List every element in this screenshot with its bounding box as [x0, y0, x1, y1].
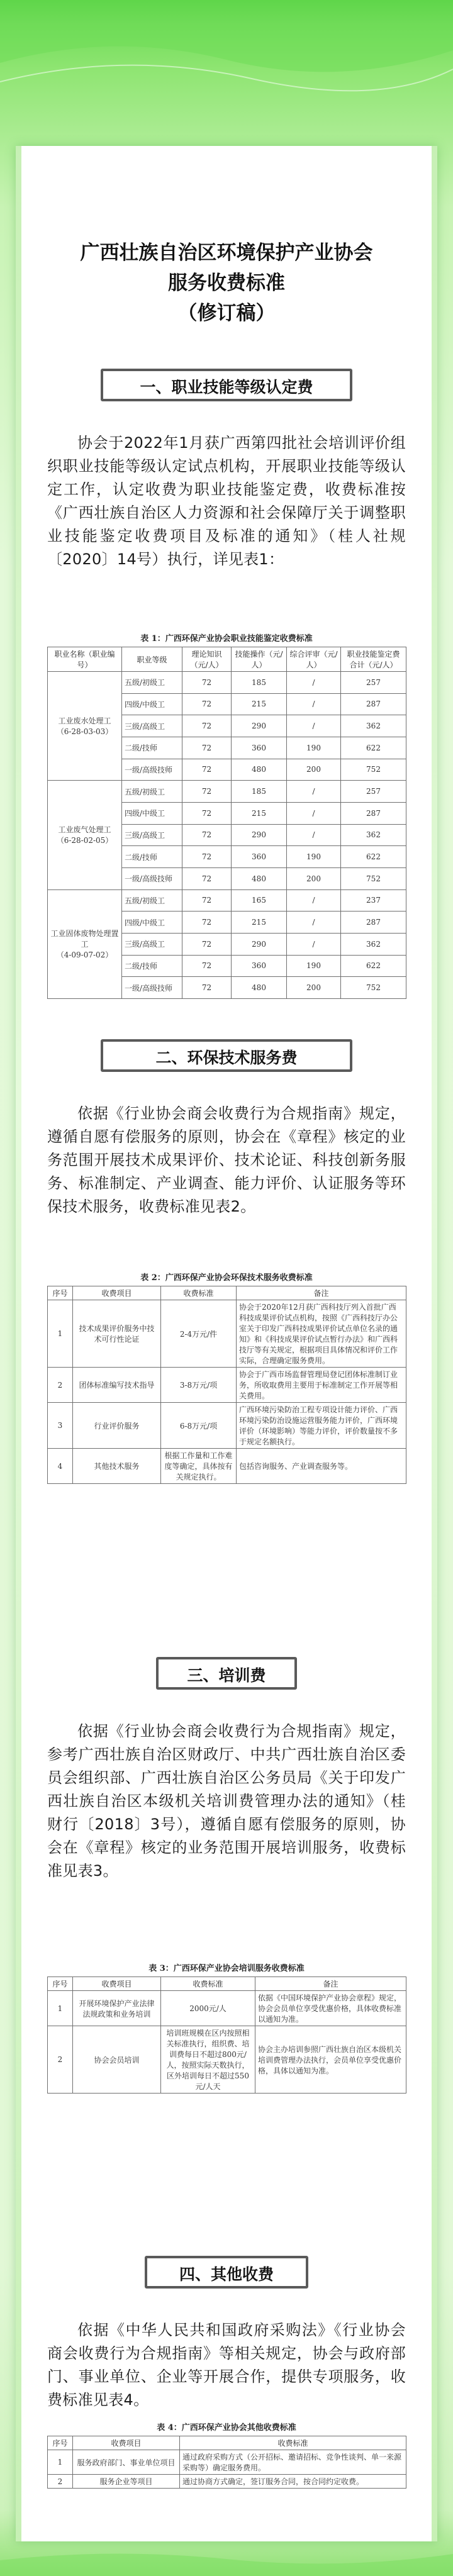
table-cell: 752 [341, 867, 406, 889]
table-cell: 2000元/人 [161, 1991, 255, 2026]
table2-header: 收费项目 [73, 1286, 161, 1300]
table-cell: / [287, 781, 341, 803]
table-cell: 行业评价服务 [73, 1403, 161, 1449]
table-row [48, 1991, 406, 2026]
table-cell: 依据《中国环境保护产业协会章程》规定，协会会员单位享受优惠价格，具体收费标准以通知为准。 [255, 1991, 406, 2026]
table-cell: 200 [287, 867, 341, 889]
table-cell: 287 [341, 693, 406, 715]
table2-header: 收费标准 [161, 1286, 237, 1300]
section-paragraph-1: 协会于2022年1月获广西第四批社会培训评价组织职业技能等级认定试点机构，开展职业技能等级认定工作，认定收费为职业技能鉴定费，收费标准按《广西壮族自治区人力资源和社会保障厅关于调整职业技能鉴定收费项目及标准的通知》（桂人社规〔2020〕14号）执行，详见表1： [47, 434, 406, 568]
table-cell: 3 [48, 1403, 73, 1449]
table-cell: 1 [48, 1300, 73, 1368]
table-cell: / [287, 672, 341, 694]
occupation-name-line: （4-09-07-02） [56, 951, 113, 960]
table-cell: 其他技术服务 [73, 1449, 161, 1484]
table-cell: 360 [232, 955, 287, 977]
title-line: （修订稿） [177, 302, 276, 325]
table-cell: 五级/初级工 [122, 781, 182, 803]
table-cell: 752 [341, 759, 406, 781]
table-cell: 协会于2020年12月获广西科技厅列入首批广西科技成果评价试点机构，按照《广西科技厅办公室关于印发广西科技成果评价试点单位名录的通知》和《科技成果评价试点暂行办法》和广西科技厅等有关规定，根据项目具体情况和评价工作实际，合理确定服务费用。 [237, 1300, 406, 1368]
table-cell: 360 [232, 737, 287, 759]
table-cell: 752 [341, 977, 406, 999]
table3-caption: 表 3：广西环保产业协会培训服务收费标准 [148, 1964, 305, 1973]
table-cell: 480 [232, 759, 287, 781]
table-cell: 根据工作量和工作难度等确定，具体按有关规定执行。 [161, 1449, 237, 1484]
table-cell: 二级/技师 [122, 737, 182, 759]
table1-header: 技能操作（元/人） [232, 647, 287, 672]
section-paragraph-3: 依据《行业协会商会收费行为合规指南》规定，参考广西壮族自治区财政厅、中共广西壮族自治区委员会组织部、广西壮族自治区公务员局《关于印发广西壮族自治区本级机关培训费管理办法的通知》（桂财行〔2018〕3号），遵循自愿有偿服务的原则，协会在《章程》核定的业务范围开展培训服务，收费标准见表3。 [47, 1722, 406, 1880]
table-cell: 237 [341, 889, 406, 912]
table1-header: 综合评审（元/人） [287, 647, 341, 672]
page-title [16, 238, 437, 328]
table-cell: 通过协商方式确定，签订服务合同，按合同约定收费。 [180, 2475, 406, 2489]
occupation-name-line: 工业废水处理工 [58, 716, 111, 726]
table-cell: 257 [341, 781, 406, 803]
table1-caption: 表 1：广西环保产业协会职业技能鉴定收费标准 [140, 634, 313, 644]
table-cell: 2 [48, 2026, 73, 2094]
table-cell: 服务政府部门、事业单位项目 [73, 2450, 180, 2475]
occupation-name-line: （6-28-03-03） [56, 727, 113, 737]
section-heading-3: 三、培训费 [156, 1657, 297, 1690]
section-heading-1: 一、职业技能等级认定费 [101, 369, 352, 401]
table1-header: 职业等级 [122, 647, 182, 672]
table-cell: / [287, 802, 341, 824]
table-cell: 185 [232, 672, 287, 694]
table-cell: 1 [48, 2450, 73, 2475]
table-cell: 72 [182, 802, 232, 824]
table-cell: 622 [341, 846, 406, 868]
table-cell: 480 [232, 977, 287, 999]
occupation-name-cell [48, 672, 122, 781]
table-cell: 290 [232, 933, 287, 955]
table4-header: 收费项目 [73, 2436, 180, 2450]
table-cell: 6-8万元/项 [161, 1403, 237, 1449]
table-row [48, 1449, 406, 1484]
occupation-name-line: 工业固体废物处理置工 [50, 929, 119, 949]
table2-header: 序号 [48, 1286, 73, 1300]
table-cell: 622 [341, 737, 406, 759]
table-row [48, 889, 406, 912]
table-cell: 四级/中级工 [122, 912, 182, 934]
table3-header: 序号 [48, 1977, 73, 1991]
table-cell: 200 [287, 977, 341, 999]
table-cell: 广西环境污染防治工程专项设计能力评价、广西环境污染防治设施运营服务能力评价，广西环境评价（环境影响）等能力评价，评价数量按不多于规定名额执行。 [237, 1403, 406, 1449]
table-cell: 360 [232, 846, 287, 868]
table-row [48, 1300, 406, 1368]
table-row [48, 2026, 406, 2094]
table-cell: 72 [182, 781, 232, 803]
table-cell: 200 [287, 759, 341, 781]
occupation-name-cell [48, 889, 122, 998]
table4 [47, 2436, 406, 2489]
title-line: 服务收费标准 [168, 272, 285, 294]
table-cell: 72 [182, 737, 232, 759]
table4-caption: 表 4：广西环保产业协会其他收费标准 [157, 2423, 296, 2433]
table-cell: 二级/技师 [122, 846, 182, 868]
table-cell: 72 [182, 933, 232, 955]
table-cell: 五级/初级工 [122, 889, 182, 912]
table-cell: 1 [48, 1991, 73, 2026]
table-cell: 一级/高级技师 [122, 977, 182, 999]
table-cell: 协会会员培训 [73, 2026, 161, 2094]
table2 [47, 1286, 406, 1484]
table-cell: / [287, 912, 341, 934]
table-cell: 三级/高级工 [122, 715, 182, 737]
table-cell: 165 [232, 889, 287, 912]
section-paragraph-2: 依据《行业协会商会收费行为合规指南》规定，遵循自愿有偿服务的原则，协会在《章程》核定的业务范围开展技术成果评价、技术论证、科技创新务服务、标准制定、产业调查、能力评价、认证服务等环保技术服务，收费标准见表2。 [47, 1105, 406, 1215]
section-paragraph-4: 依据《中华人民共和国政府采购法》《行业协会商会收费行为合规指南》等相关规定，协会与政府部门、事业单位、企业等开展合作，提供专项服务，收费标准见表4。 [47, 2321, 406, 2409]
table-cell: 72 [182, 889, 232, 912]
table-cell: / [287, 933, 341, 955]
table-cell: 团体标准编写技术指导 [73, 1368, 161, 1403]
table3 [47, 1977, 406, 2094]
table-cell: / [287, 715, 341, 737]
table-row [48, 672, 406, 694]
table-cell: 四级/中级工 [122, 693, 182, 715]
table3-header: 收费标准 [161, 1977, 255, 1991]
section-heading-2: 二、环保技术服务费 [101, 1039, 352, 1072]
table-cell: 3-8万元/项 [161, 1368, 237, 1403]
table-cell: 72 [182, 955, 232, 977]
table-cell: 72 [182, 824, 232, 846]
table-cell: 通过政府采购方式（公开招标、邀请招标、竞争性谈判、单一来源采购等）确定服务费用。 [180, 2450, 406, 2475]
table-cell: 2-4万元/件 [161, 1300, 237, 1368]
table-cell: 三级/高级工 [122, 933, 182, 955]
table-cell: 2 [48, 2475, 73, 2489]
table-cell: 五级/初级工 [122, 672, 182, 694]
table-cell: 一级/高级技师 [122, 867, 182, 889]
table-cell: / [287, 889, 341, 912]
table-cell: 2 [48, 1368, 73, 1403]
table-cell: 72 [182, 715, 232, 737]
table2-header: 备注 [237, 1286, 406, 1300]
table-cell: 72 [182, 846, 232, 868]
table-cell: 开展环境保护产业法律法规政策和业务培训 [73, 1991, 161, 2026]
bottom-wave-decoration [0, 2548, 453, 2576]
table-cell: 技术成果评价服务中技术可行性论证 [73, 1300, 161, 1368]
table-cell: 362 [341, 824, 406, 846]
table-cell: 480 [232, 867, 287, 889]
table1 [47, 647, 406, 999]
table2-caption: 表 2：广西环保产业协会环保技术服务收费标准 [140, 1273, 313, 1283]
table3-header: 备注 [255, 1977, 406, 1991]
table-row [48, 781, 406, 803]
table-cell: 290 [232, 824, 287, 846]
table-cell: 72 [182, 977, 232, 999]
table-cell: 215 [232, 912, 287, 934]
table-cell: 362 [341, 933, 406, 955]
table-cell: 215 [232, 802, 287, 824]
table-row [48, 2450, 406, 2475]
table-cell: / [287, 693, 341, 715]
table-cell: 72 [182, 912, 232, 934]
table-cell: 72 [182, 672, 232, 694]
table-cell: 包括咨询服务、产业调查服务等。 [237, 1449, 406, 1484]
table-cell: 四级/中级工 [122, 802, 182, 824]
table-cell: 二级/技师 [122, 955, 182, 977]
occupation-name-cell [48, 781, 122, 889]
table-row [48, 1403, 406, 1449]
top-wave-decoration [0, 25, 453, 101]
table-cell: 72 [182, 759, 232, 781]
table-cell: 一级/高级技师 [122, 759, 182, 781]
occupation-name-line: （6-28-02-05） [56, 836, 113, 845]
table-cell: 72 [182, 693, 232, 715]
table-cell: 257 [341, 672, 406, 694]
table-cell: 190 [287, 737, 341, 759]
table-cell: 287 [341, 912, 406, 934]
table-cell: 287 [341, 802, 406, 824]
section-heading-4: 四、其他收费 [145, 2256, 308, 2289]
table-row [48, 2475, 406, 2489]
table4-header: 序号 [48, 2436, 73, 2450]
table1-header: 职业名称（职业编号） [48, 647, 122, 672]
table3-header: 收费项目 [73, 1977, 161, 1991]
title-line: 广西壮族自治区环境保护产业协会 [80, 242, 373, 264]
table-cell: 培训班规模在区内按照相关标准执行，组织费、培训费每日不超过800元/人，按照实际天数执行，区外培训每日不超过550元/人天 [161, 2026, 255, 2094]
table-cell: 362 [341, 715, 406, 737]
table-cell: 三级/高级工 [122, 824, 182, 846]
table-cell: 协会主办培训参照广西壮族自治区本级机关培训费管理办法执行，会员单位享受优惠价格，具体以通知为准。 [255, 2026, 406, 2094]
occupation-name-line: 工业废气处理工 [58, 825, 111, 835]
table1-header: 理论知识（元/人） [182, 647, 232, 672]
table-cell: 服务企业等项目 [73, 2475, 180, 2489]
table-cell: 协会于广西市场监督管理局登记团体标准制订业务，所收取费用主要用于标准制定工作开展等相关费用。 [237, 1368, 406, 1403]
table-cell: 4 [48, 1449, 73, 1484]
table-cell: 290 [232, 715, 287, 737]
table-cell: 72 [182, 867, 232, 889]
table-cell: 622 [341, 955, 406, 977]
table-row [48, 1368, 406, 1403]
table1-header: 职业技能鉴定费合计（元/人） [341, 647, 406, 672]
table-cell: 190 [287, 846, 341, 868]
table-cell: 215 [232, 693, 287, 715]
table-cell: / [287, 824, 341, 846]
table-cell: 185 [232, 781, 287, 803]
table4-header: 收费标准 [180, 2436, 406, 2450]
table-cell: 190 [287, 955, 341, 977]
